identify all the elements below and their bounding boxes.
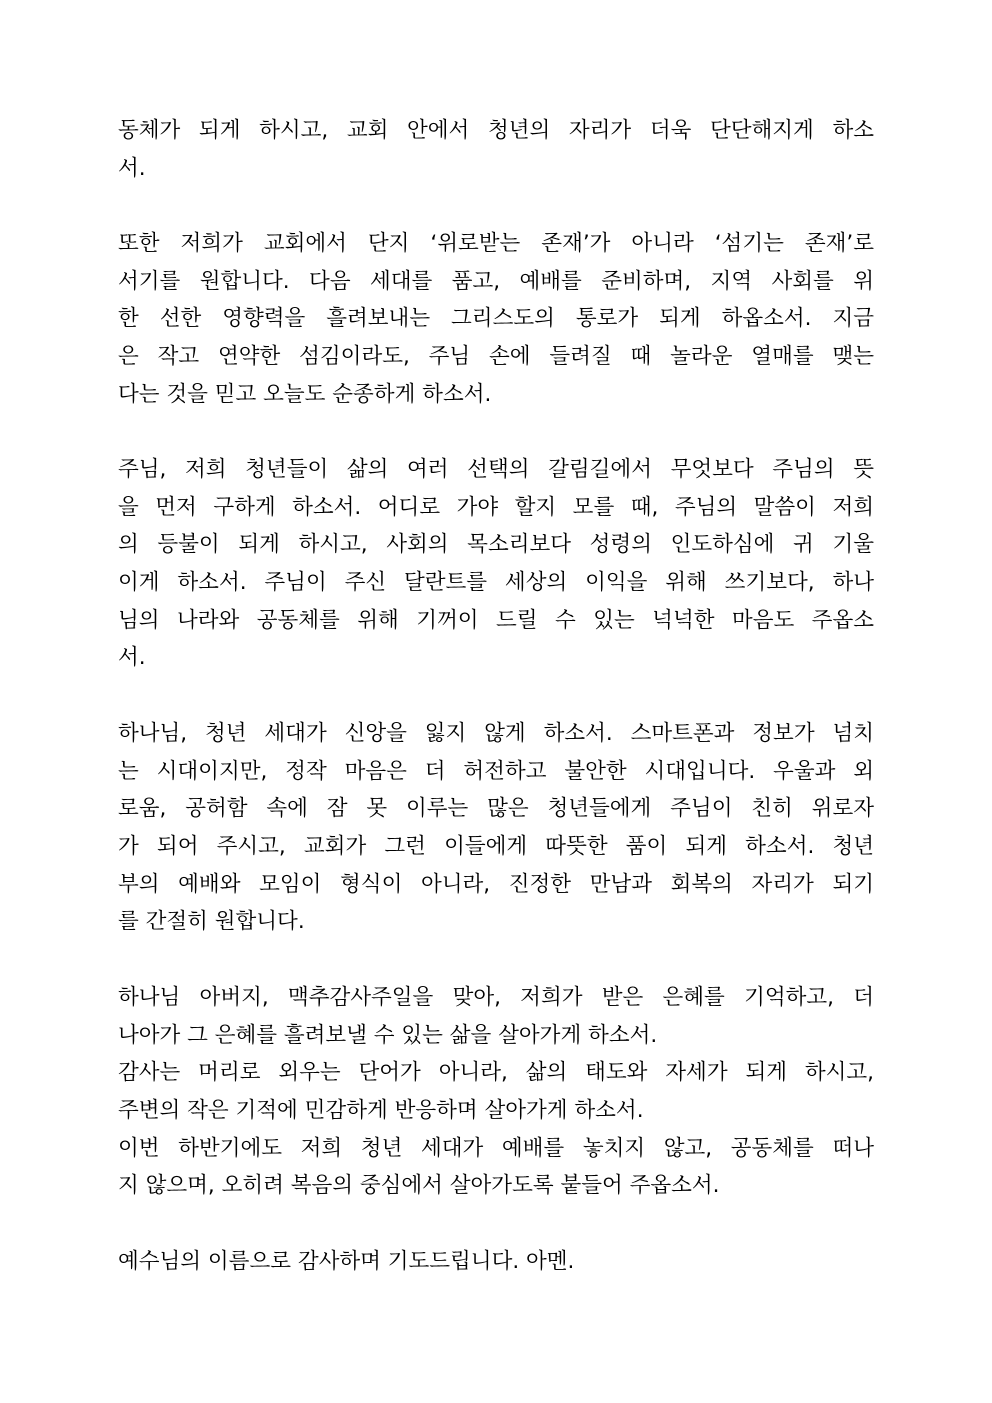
- text-line: 이번 하반기에도 저희 청년 세대가 예배를 놓치지 않고, 공동체를 떠나: [118, 1135, 874, 1161]
- text-line: 가 되어 주시고, 교회가 그런 이들에게 따뜻한 품이 되게 하소서. 청년: [118, 834, 874, 860]
- text-line: 이게 하소서. 주님이 주신 달란트를 세상의 이익을 위해 쓰기보다, 하나: [118, 570, 874, 596]
- text-line: 주님, 저희 청년들이 삶의 여러 선택의 갈림길에서 무엇보다 주님의 뜻: [118, 457, 874, 482]
- text-line: 하나님 아버지, 맥추감사주일을 맞아, 저희가 받은 은혜를 기억하고, 더: [118, 985, 874, 1010]
- text-line: 예수님의 이름으로 감사하며 기도드립니다. 아멘.: [118, 1249, 575, 1274]
- paragraph-faith: [118, 715, 874, 941]
- paragraph-closing: [118, 1243, 874, 1281]
- text-line: 로움, 공허함 속에 잠 못 이루는 많은 청년들에게 주님이 친히 위로자: [118, 796, 874, 822]
- text-line: 의 등불이 되게 하시고, 사회의 목소리보다 성령의 인도하심에 귀 기울: [118, 532, 874, 558]
- text-line: 는 시대이지만, 정작 마음은 더 허전하고 불안한 시대입니다. 우울과 외: [118, 758, 874, 784]
- text-line: 서.: [118, 645, 146, 671]
- text-line: 을 먼저 구하게 하소서. 어디로 가야 할지 모를 때, 주님의 말씀이 저희: [118, 494, 874, 520]
- text-line: 나아가 그 은혜를 흘려보낼 수 있는 삶을 살아가게 하소서.: [118, 1022, 658, 1048]
- text-line: 서.: [118, 155, 146, 181]
- paragraph-guidance: [118, 451, 874, 677]
- text-line: 를 간절히 원합니다.: [118, 909, 305, 935]
- paragraph-thanksgiving: [118, 979, 874, 1205]
- text-line: 다는 것을 믿고 오늘도 순종하게 하소서.: [118, 381, 492, 407]
- text-line: 한 선한 영향력을 흘려보내는 그리스도의 통로가 되게 하옵소서. 지금: [118, 306, 874, 332]
- text-line: 감사는 머리로 외우는 단어가 아니라, 삶의 태도와 자세가 되게 하시고,: [118, 1060, 874, 1086]
- text-line: 하나님, 청년 세대가 신앙을 잃지 않게 하소서. 스마트폰과 정보가 넘치: [118, 721, 874, 746]
- paragraph-serving: [118, 225, 874, 413]
- text-line: 은 작고 연약한 섬김이라도, 주님 손에 들려질 때 놀라운 열매를 맺는: [118, 344, 874, 370]
- text-line: 동체가 되게 하시고, 교회 안에서 청년의 자리가 더욱 단단해지게 하소: [118, 118, 874, 143]
- text-line: 서기를 원합니다. 다음 세대를 품고, 예배를 준비하며, 지역 사회를 위: [118, 268, 874, 294]
- text-line: 부의 예배와 모임이 형식이 아니라, 진정한 만남과 회복의 자리가 되기: [118, 871, 874, 897]
- text-line: 지 않으며, 오히려 복음의 중심에서 살아가도록 붙들어 주옵소서.: [118, 1173, 720, 1199]
- text-line: 또한 저희가 교회에서 단지 ‘위로받는 존재’가 아니라 ‘섬기는 존재’로: [118, 231, 874, 256]
- text-line: 주변의 작은 기적에 민감하게 반응하며 살아가게 하소서.: [118, 1098, 644, 1124]
- text-line: 님의 나라와 공동체를 위해 기꺼이 드릴 수 있는 넉넉한 마음도 주옵소: [118, 607, 874, 633]
- paragraph-community: [118, 112, 874, 187]
